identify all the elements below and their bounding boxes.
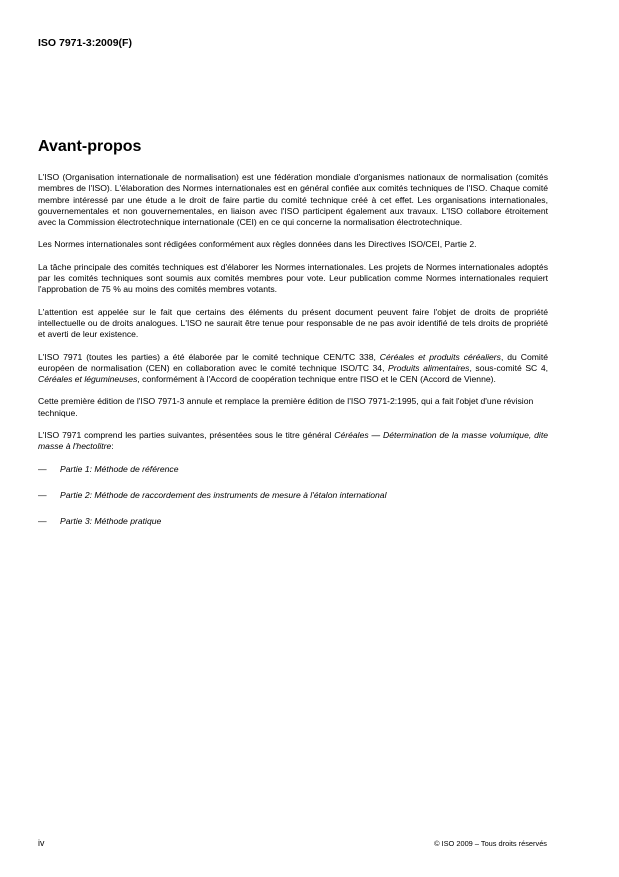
parts-list	[38, 464, 548, 528]
text-run: , conformément à l'Accord de coopération technique entre l'ISO et le CEN (Accord de Vienne).	[137, 374, 496, 385]
part-label: Partie 1: Méthode de référence	[60, 463, 179, 474]
copyright-notice: © ISO 2009 – Tous droits réservés	[434, 839, 547, 848]
italic-committee-title: Produits alimentaires	[388, 362, 470, 373]
list-item	[38, 490, 548, 501]
part-label: Partie 3: Méthode pratique	[60, 516, 162, 527]
paragraph-edition: Cette première édition de l'ISO 7971-3 annule et remplace la première édition de l'ISO 7971-2:1995, qui a fait l'objet d'une révision technique.	[38, 396, 534, 418]
part-label: Partie 2: Méthode de raccordement des instruments de mesure à l'étalon international	[60, 489, 387, 500]
paragraph-parts-intro	[38, 430, 548, 453]
text-run: , du Comité européen de normalisation (CEN) en collaboration avec le comité technique ISO/TC 34,	[38, 351, 548, 373]
text-run: , sous-comité SC 4,	[469, 362, 549, 373]
list-dash: —	[38, 516, 47, 527]
foreword-body	[38, 172, 548, 543]
paragraph-preparation	[38, 352, 548, 386]
page-title: Avant-propos	[38, 138, 142, 155]
italic-committee-title: Céréales et produits céréaliers	[379, 351, 501, 362]
italic-general-title: Céréales — Détermination de la masse volumique, dite masse à l'hectolitre	[38, 430, 549, 452]
paragraph-directives: Les Normes internationales sont rédigées conformément aux règles données dans les Directives ISO/CEI, Partie 2.	[38, 239, 477, 250]
list-dash: —	[38, 463, 47, 474]
italic-subcommittee-title: Céréales et légumineuses	[38, 374, 138, 385]
text-run: L'ISO 7971 comprend les parties suivantes, présentées sous le titre général	[38, 430, 335, 441]
document-id-header: ISO 7971-3:2009(F)	[38, 37, 132, 49]
paragraph-technical-committees: La tâche principale des comités techniques est d'élaborer les Normes internationales. Les projets de Normes internationales adoptés par les comités techniques sont soumis aux comités membres pour vote. Leur publication comme Normes internationales requiert l'approbation de 75 % au moins des comités membres votants.	[38, 261, 548, 295]
paragraph-patent-rights: L'attention est appelée sur le fait que certains des éléments du présent document peuvent faire l'objet de droits de propriété intellectuelle ou de droits analogues. L'ISO ne saurait être tenue pour responsable de ne pas avoir identifié de tels droits de propriété et averti de leur existence.	[38, 306, 548, 340]
paragraph-iso-organisation: L'ISO (Organisation internationale de normalisation) est une fédération mondiale d'organismes nationaux de normalisation (comités membres de l'ISO). L'élaboration des Normes internationales est en général confiée aux comités techniques de l'ISO. Chaque comité membre intéressé par une étude a le droit de faire partie du comité technique créé à cet effet. Les organisations internationales, gouvernementales et non gouvernementales, en liaison avec l'ISO participent également aux travaux. L'ISO collabore étroitement avec la Commission électrotechnique internationale (CEI) en ce qui concerne la normalisation électrotechnique.	[38, 172, 548, 228]
text-run: :	[111, 441, 114, 452]
list-item	[38, 516, 548, 527]
list-dash: —	[38, 489, 47, 500]
list-item	[38, 464, 548, 475]
page-number: iv	[38, 838, 45, 848]
text-run: L'ISO 7971 (toutes les parties) a été élaborée par le comité technique CEN/TC 338,	[38, 351, 380, 362]
